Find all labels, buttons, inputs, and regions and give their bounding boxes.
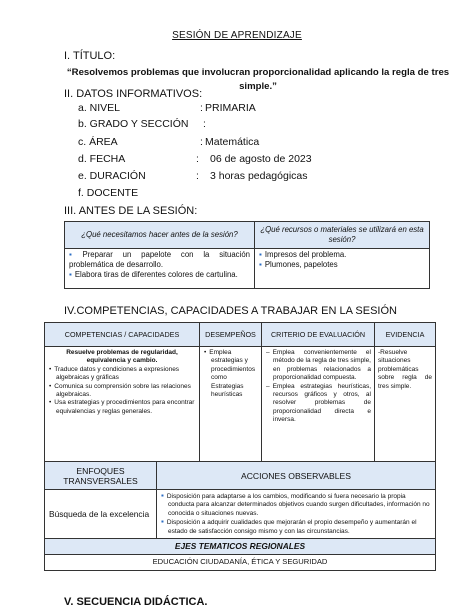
info-label: b. GRADO Y SECCIÓN (78, 118, 189, 130)
section-number: III. (64, 205, 77, 217)
info-label: c. ÁREA (78, 136, 118, 148)
column-header: ¿Qué necesitamos hacer antes de la sesión? (65, 222, 255, 249)
antes-table (64, 221, 430, 289)
ejes-value: EDUCACIÓN CIUDADANÍA, ÉTICA Y SEGURIDAD (45, 555, 436, 571)
document-title: SESIÓN DE APRENDIZAJE (172, 30, 302, 41)
section-antes-heading (64, 205, 197, 217)
table-header-row (45, 323, 436, 347)
competencia-title: Resuelve problemas de regularidad, equivalencia y cambio. (66, 349, 178, 365)
list-item: • Comunica su comprensión sobre las relaciones algebraicas. (48, 383, 196, 400)
table-cell (200, 347, 262, 465)
section-label: ANTES DE LA SESIÓN: (78, 205, 198, 217)
table-cell (255, 249, 430, 289)
info-value: 06 de agosto de 2023 (210, 153, 312, 165)
section-label: SECUENCIA DIDÁCTICA. (76, 596, 208, 608)
list-item: ▪ Disposición para adaptarse a los cambios, modificando si fuera necesario la propia conducta para alcanzar determinados objetivos cuando surgen dificultades, información no conocida o situaciones nuevas. (160, 492, 432, 518)
ejes-label: EJES TEMATICOS REGIONALES (45, 539, 436, 555)
column-header: ACCIONES OBSERVABLES (157, 462, 436, 490)
list-item: ▪ Impresos del problema. (259, 250, 425, 260)
section-number: II. (64, 88, 74, 100)
section-secuencia-heading (64, 596, 207, 608)
section-datos-heading (64, 88, 202, 100)
list-item: • Emplea estrategias y procedimientos como Estrategias heurísticas (203, 349, 258, 399)
section-label: DATOS INFORMATIVOS: (76, 88, 203, 100)
table-header-row (45, 462, 436, 490)
info-colon: : (200, 102, 203, 114)
column-header: COMPETENCIAS / CAPACIDADES (45, 323, 200, 347)
table-row (45, 555, 436, 571)
table-header-row (65, 222, 430, 249)
section-number: IV. (64, 305, 77, 317)
column-header: EVIDENCIA (375, 323, 436, 347)
list-item: ▪ Preparar un papelote con la situación problemática de desarrollo. (69, 250, 250, 270)
section-label: TÍTULO: (72, 50, 116, 62)
section-titulo-heading (64, 50, 115, 62)
section-label: COMPETENCIAS, CAPACIDADES A TRABAJAR EN LA SESIÓN (76, 305, 397, 317)
info-colon: : (196, 170, 199, 182)
info-colon: : (196, 153, 199, 165)
list-item: ▪ Plumones, papelotes (259, 260, 425, 270)
info-value: PRIMARIA (205, 102, 256, 114)
info-label: f. DOCENTE (78, 187, 139, 199)
table-cell (262, 347, 375, 465)
table-cell (157, 490, 436, 539)
table-row (45, 539, 436, 555)
info-value: Matemática (205, 136, 260, 148)
section-competencias-heading (64, 305, 397, 317)
column-header: CRITERIO DE EVALUACIÓN (262, 323, 375, 347)
table-row (65, 249, 430, 289)
list-item: ▪ Elabora tiras de diferentes colores de cartulina. (69, 270, 250, 280)
section-number: I. (64, 50, 71, 62)
info-value: 3 horas pedagógicas (210, 170, 308, 182)
enfoques-table (44, 461, 436, 571)
info-colon: : (203, 118, 206, 130)
list-item: • Traduce datos y condiciones a expresiones algebraicas y gráficas (48, 366, 196, 383)
table-cell (45, 347, 200, 465)
table-cell (65, 249, 255, 289)
list-item: – Emplea estrategias heurísticas, recursos gráficos y otros, al resolver problemas de proporcionalidad directa e inversa. (265, 383, 371, 425)
table-row (45, 490, 436, 539)
table-row (45, 347, 436, 465)
column-header: DESEMPEÑOS (200, 323, 262, 347)
evidencia-text: -Resuelve situaciones problemáticas sobre regla de tres simple. (378, 349, 432, 390)
info-label: e. DURACIÓN (78, 170, 146, 182)
column-header: ¿Qué recursos o materiales se utilizará en esta sesión? (255, 222, 430, 249)
section-number: V. (64, 596, 74, 608)
info-label: d. FECHA (78, 153, 126, 165)
enfoque-name: Búsqueda de la excelencia (45, 490, 157, 539)
table-cell (375, 347, 436, 465)
session-title-text: “Resolvemos problemas que involucran proporcionalidad aplicando la regla de tres simple.” (66, 67, 450, 92)
list-item: – Emplea convenientemente el método de la regla de tres simple, en problemas relacionados a proporcionalidad compuesta. (265, 349, 371, 383)
competencias-table (44, 322, 436, 465)
column-header: ENFOQUES TRANSVERSALES (45, 462, 157, 490)
list-item: ▪ Disposición a adquirir cualidades que mejorarán el propio desempeño y aumentarán el estado de satisfacción consigo mismo y con las circunstancias. (160, 518, 432, 536)
info-colon: : (200, 136, 203, 148)
info-label: a. NIVEL (78, 102, 121, 114)
list-item: • Usa estrategias y procedimientos para encontrar equivalencias y reglas generales. (48, 399, 196, 416)
